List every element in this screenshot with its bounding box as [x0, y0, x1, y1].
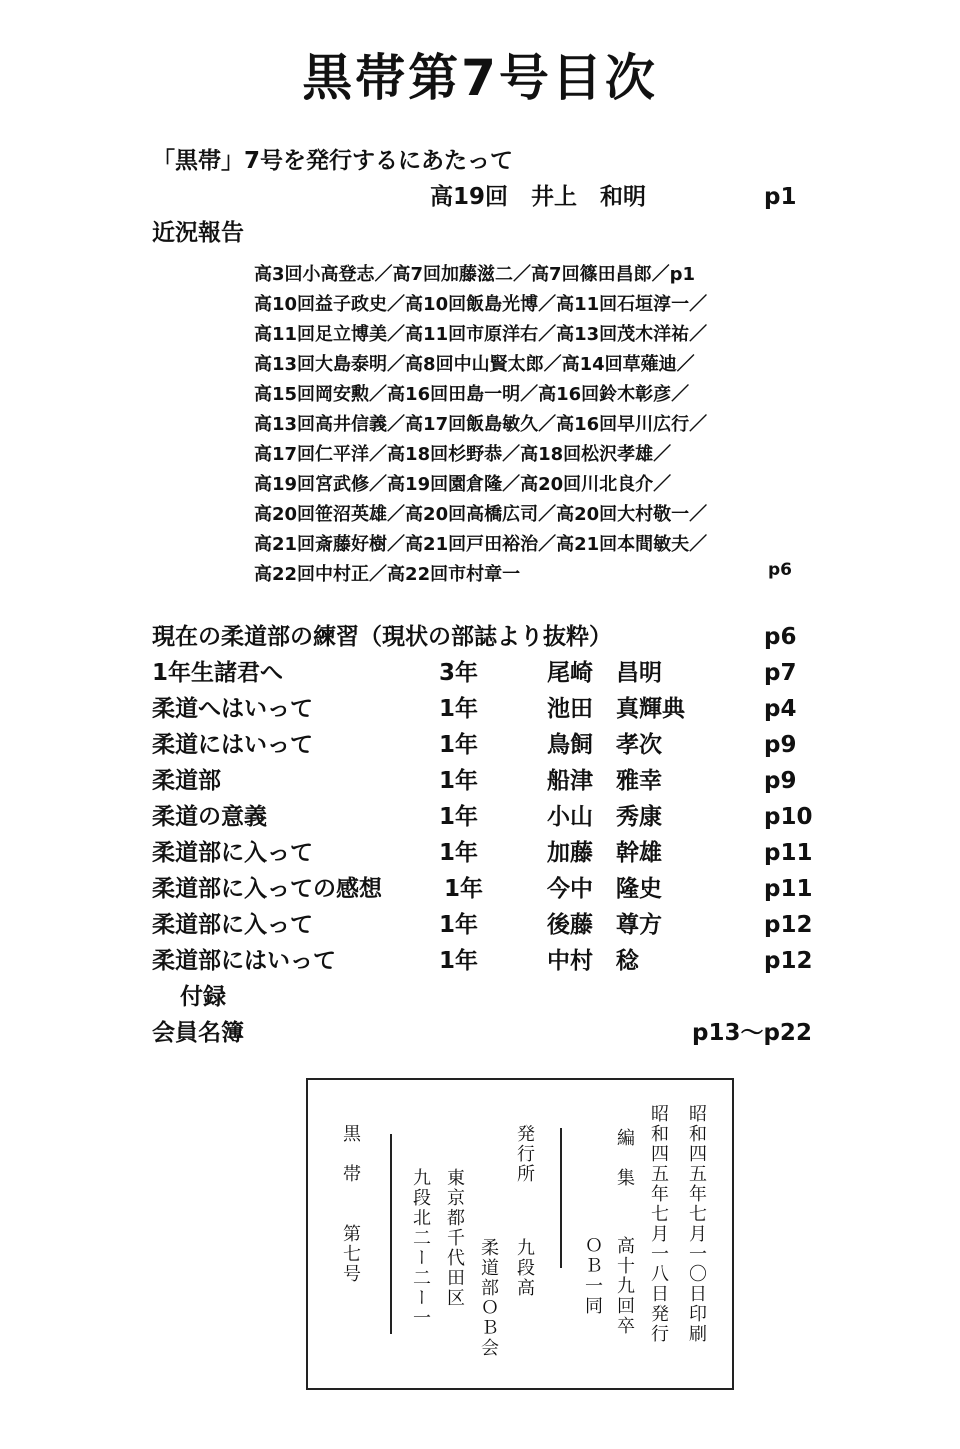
news-line: 高20回笹沼英雄／高20回高橋広司／高20回大村敬一／	[254, 504, 708, 525]
entry-author: 船津 雅幸	[547, 768, 662, 794]
entry-title: 柔道部に入って	[152, 840, 313, 866]
entry-page: p4	[764, 696, 797, 722]
entry-grade: 1年	[439, 912, 479, 938]
entry-author: 池田 真輝典	[547, 696, 685, 722]
entry-author: 今中 隆史	[547, 876, 662, 902]
entry-title: 柔道部に入っての感想	[152, 876, 382, 902]
entry-title: 柔道の意義	[152, 804, 267, 830]
appendix-title: 会員名簿	[152, 1020, 244, 1046]
entry-page: p11	[764, 840, 813, 866]
entry-page: p12	[764, 912, 813, 938]
news-line: 高22回中村正／高22回市村章一	[254, 564, 521, 585]
toc-entry	[152, 658, 852, 688]
colophon-publisher: 九段高	[514, 1238, 535, 1298]
entry-grade: 1年	[439, 804, 479, 830]
toc-entry	[152, 838, 852, 868]
news-line: 高19回宮武修／高19回園倉隆／高20回川北良介／	[254, 474, 672, 495]
entry-grade: 1年	[439, 948, 479, 974]
toc-entry	[152, 802, 852, 832]
entry-page: p12	[764, 948, 813, 974]
news-line: 高11回足立博美／高11回市原洋右／高13回茂木洋祐／	[254, 324, 708, 345]
colophon-divider	[390, 1134, 392, 1334]
entry-page: p9	[764, 768, 797, 794]
appendix-label: 付録	[180, 984, 226, 1010]
news-line: 高21回斎藤好樹／高21回戸田裕治／高21回本間敏夫／	[254, 534, 708, 555]
entry-title: 柔道部にはいって	[152, 948, 336, 974]
news-line: 高17回仁平洋／高18回杉野恭／高18回松沢孝雄／	[254, 444, 672, 465]
colophon-address-1: 東京都千代田区	[444, 1168, 465, 1308]
news-line: 高13回大島泰明／高8回中山賢太郎／高14回草薙迪／	[254, 354, 695, 375]
colophon-issued: 昭和四五年七月一八日発行	[648, 1104, 669, 1344]
entry-page: p11	[764, 876, 813, 902]
toc-entry	[152, 874, 852, 904]
practice-page: p6	[764, 624, 797, 650]
foreword-page: p1	[764, 184, 797, 210]
toc-entry	[152, 694, 852, 724]
toc-entry	[152, 730, 852, 760]
entry-grade: 3年	[439, 660, 479, 686]
news-line: 高15回岡安勲／高16回田島一明／高16回鈴木彰彦／	[254, 384, 690, 405]
colophon-printed: 昭和四五年七月一〇日印刷	[686, 1104, 707, 1344]
entry-title: 柔道へはいって	[152, 696, 313, 722]
appendix-page: p13〜p22	[692, 1020, 812, 1046]
entry-title: 柔道にはいって	[152, 732, 313, 758]
colophon-address-2: 九段北二ー二ー一	[410, 1168, 431, 1328]
colophon-publisher-org: 柔道部ＯＢ会	[478, 1238, 499, 1358]
entry-page: p7	[764, 660, 797, 686]
news-page: p6	[768, 560, 792, 580]
entry-author: 後藤 尊方	[547, 912, 662, 938]
entry-author: 加藤 幹雄	[547, 840, 662, 866]
entry-grade: 1年	[444, 876, 484, 902]
entry-author: 小山 秀康	[547, 804, 662, 830]
entry-title: 柔道部に入って	[152, 912, 313, 938]
colophon-divider	[560, 1128, 562, 1268]
entry-page: p10	[764, 804, 813, 830]
entry-page: p9	[764, 732, 797, 758]
news-line: 高3回小高登志／高7回加藤滋二／高7回篠田昌郎／p1	[254, 264, 695, 285]
entry-author: 鳥飼 孝次	[547, 732, 662, 758]
entry-author: 中村 稔	[547, 948, 639, 974]
colophon-publisher-label: 発行所	[514, 1124, 535, 1184]
toc-entry	[152, 766, 852, 796]
entry-grade: 1年	[439, 696, 479, 722]
toc-entry	[152, 910, 852, 940]
entry-author: 尾崎 昌明	[547, 660, 662, 686]
colophon-box	[306, 1078, 734, 1390]
entry-grade: 1年	[439, 732, 479, 758]
colophon-journal: 黒 帯 第七号	[340, 1124, 361, 1284]
toc-entry	[152, 946, 852, 976]
entry-title: 1年生諸君へ	[152, 660, 284, 686]
news-line: 高13回高井信義／高17回飯島敏久／高16回早川広行／	[254, 414, 708, 435]
entry-grade: 1年	[439, 840, 479, 866]
news-heading: 近況報告	[152, 220, 244, 246]
colophon-editor-group: ＯＢ一同	[582, 1236, 603, 1316]
entry-grade: 1年	[439, 768, 479, 794]
foreword-author: 高19回 井上 和明	[430, 184, 647, 210]
foreword-title: 「黒帯」7号を発行するにあたって	[152, 148, 514, 174]
colophon-editor: 高十九回卒	[614, 1236, 635, 1336]
colophon-editor-label: 編 集	[614, 1128, 635, 1188]
page-title: 黒帯第7号目次	[302, 49, 658, 107]
news-line: 高10回益子政史／高10回飯島光博／高11回石垣淳一／	[254, 294, 708, 315]
entry-title: 柔道部	[152, 768, 221, 794]
practice-title: 現在の柔道部の練習（現状の部誌より抜粋）	[152, 624, 612, 650]
